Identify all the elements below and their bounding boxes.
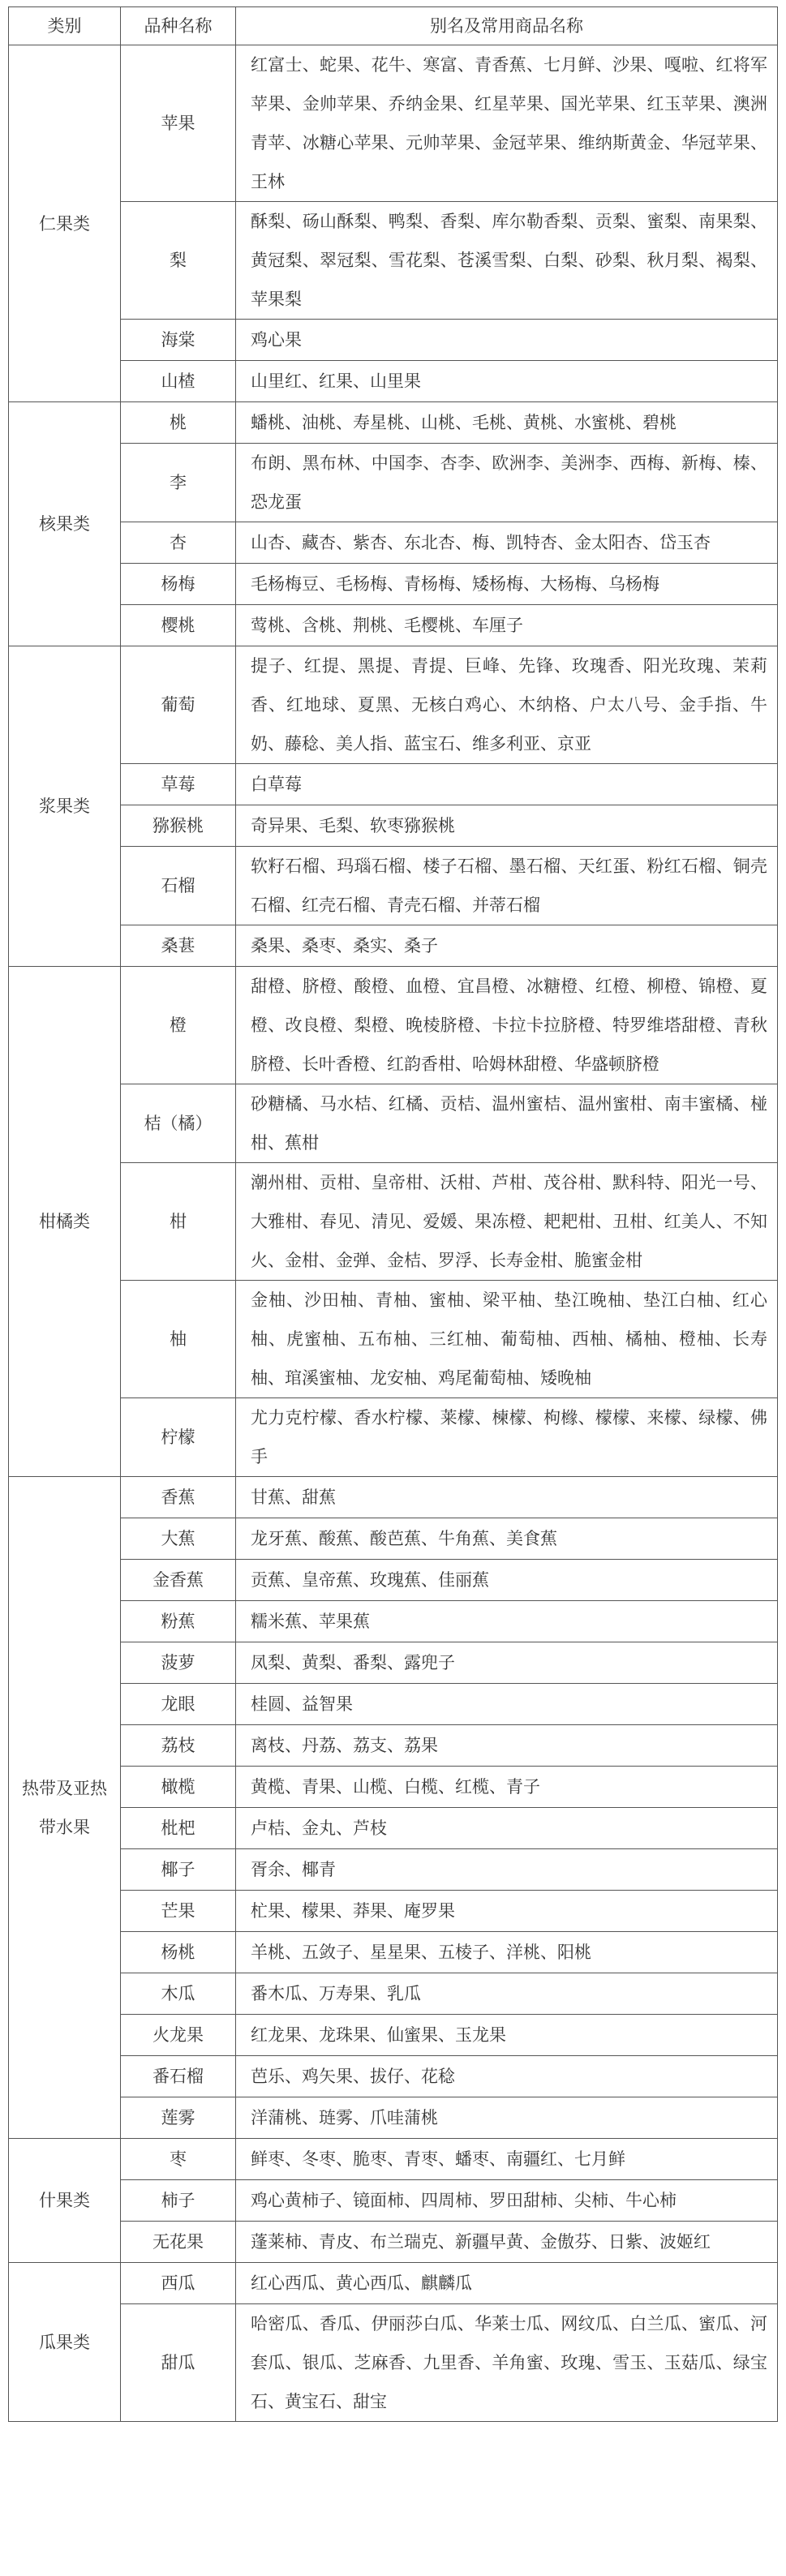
variety-cell: 菠萝 — [121, 1642, 236, 1684]
aliases-cell: 提子、红提、黑提、青提、巨峰、先锋、玫瑰香、阳光玫瑰、茉莉香、红地球、夏黑、无核白鸡心、木纳格、户太八号、金手指、牛奶、藤稔、美人指、蓝宝石、维多利亚、京亚 — [236, 646, 778, 764]
table-row — [9, 1281, 778, 1398]
variety-cell: 樱桃 — [121, 605, 236, 646]
table-row — [9, 925, 778, 967]
aliases-cell: 甜橙、脐橙、酸橙、血橙、宜昌橙、冰糖橙、红橙、柳橙、锦橙、夏橙、改良橙、梨橙、晚棱脐橙、卡拉卡拉脐橙、特罗维塔甜橙、青秋脐橙、长叶香橙、红韵香柑、哈姆林甜橙、华盛顿脐橙 — [236, 967, 778, 1084]
variety-cell: 火龙果 — [121, 2015, 236, 2056]
category-label: 瓜果类 — [39, 2332, 90, 2352]
table-row — [9, 605, 778, 646]
aliases-cell: 凤梨、黄梨、番梨、露兜子 — [236, 1642, 778, 1684]
aliases-cell: 洋蒲桃、琏雾、爪哇蒲桃 — [236, 2097, 778, 2139]
aliases-cell: 离枝、丹荔、荔支、荔果 — [236, 1725, 778, 1767]
category-label: 浆果类 — [39, 796, 90, 816]
aliases-cell: 软籽石榴、玛瑙石榴、楼子石榴、墨石榴、天红蛋、粉红石榴、铜壳石榴、红壳石榴、青壳石榴、并蒂石榴 — [236, 847, 778, 925]
table-row — [9, 1891, 778, 1932]
table-row — [9, 2097, 778, 2139]
aliases-cell: 酥梨、砀山酥梨、鸭梨、香梨、库尔勒香梨、贡梨、蜜梨、南果梨、黄冠梨、翠冠梨、雪花梨、苍溪雪梨、白梨、砂梨、秋月梨、褐梨、苹果梨 — [236, 202, 778, 320]
category-cell — [9, 402, 121, 646]
variety-cell: 海棠 — [121, 320, 236, 361]
aliases-cell: 尤力克柠檬、香水柠檬、莱檬、楝檬、枸橼、檬檬、来檬、绿檬、佛手 — [236, 1398, 778, 1477]
table-row — [9, 2222, 778, 2263]
aliases-cell: 山里红、红果、山里果 — [236, 361, 778, 402]
category-cell — [9, 45, 121, 402]
table-row — [9, 1601, 778, 1642]
aliases-cell: 芭乐、鸡矢果、拔仔、花稔 — [236, 2056, 778, 2097]
variety-cell: 粉蕉 — [121, 1601, 236, 1642]
variety-cell: 柑 — [121, 1163, 236, 1281]
aliases-cell: 蟠桃、油桃、寿星桃、山桃、毛桃、黄桃、水蜜桃、碧桃 — [236, 402, 778, 444]
variety-cell: 柿子 — [121, 2180, 236, 2222]
table-body — [9, 45, 778, 2422]
table-row — [9, 1518, 778, 1560]
table-row — [9, 1767, 778, 1808]
aliases-cell: 奇异果、毛梨、软枣猕猴桃 — [236, 805, 778, 847]
variety-cell: 桔（橘） — [121, 1084, 236, 1163]
table-row — [9, 646, 778, 764]
table-row — [9, 1163, 778, 1281]
aliases-cell: 莺桃、含桃、荆桃、毛樱桃、车厘子 — [236, 605, 778, 646]
aliases-cell: 黄榄、青果、山榄、白榄、红榄、青子 — [236, 1767, 778, 1808]
variety-cell: 杨桃 — [121, 1932, 236, 1973]
table-row — [9, 1973, 778, 2015]
aliases-cell: 红龙果、龙珠果、仙蜜果、玉龙果 — [236, 2015, 778, 2056]
aliases-cell: 哈密瓜、香瓜、伊丽莎白瓜、华莱士瓜、网纹瓜、白兰瓜、蜜瓜、河套瓜、银瓜、芝麻香、九里香、羊角蜜、玫瑰、雪玉、玉菇瓜、绿宝石、黄宝石、甜宝 — [236, 2304, 778, 2422]
variety-cell: 西瓜 — [121, 2263, 236, 2304]
category-cell — [9, 2263, 121, 2422]
variety-cell: 葡萄 — [121, 646, 236, 764]
aliases-cell: 胥余、椰青 — [236, 1849, 778, 1891]
table-row — [9, 522, 778, 564]
header-category: 类别 — [9, 7, 121, 45]
aliases-cell: 羊桃、五敛子、星星果、五棱子、洋桃、阳桃 — [236, 1932, 778, 1973]
category-label: 仁果类 — [39, 213, 90, 234]
table-row — [9, 2015, 778, 2056]
aliases-cell: 毛杨梅豆、毛杨梅、青杨梅、矮杨梅、大杨梅、乌杨梅 — [236, 564, 778, 605]
aliases-cell: 贡蕉、皇帝蕉、玫瑰蕉、佳丽蕉 — [236, 1560, 778, 1601]
table-row — [9, 967, 778, 1084]
variety-cell: 番石榴 — [121, 2056, 236, 2097]
category-cell — [9, 646, 121, 967]
table-row — [9, 1932, 778, 1973]
variety-cell: 香蕉 — [121, 1477, 236, 1518]
fruit-alias-table — [8, 6, 778, 2422]
variety-cell: 柚 — [121, 1281, 236, 1398]
aliases-cell: 卢桔、金丸、芦枝 — [236, 1808, 778, 1849]
variety-cell: 龙眼 — [121, 1684, 236, 1725]
table-row — [9, 2180, 778, 2222]
aliases-cell: 红富士、蛇果、花牛、寒富、青香蕉、七月鲜、沙果、嘎啦、红将军苹果、金帅苹果、乔纳金果、红星苹果、国光苹果、红玉苹果、澳洲青苹、冰糖心苹果、元帅苹果、金冠苹果、维纳斯黄金、华冠苹果、王林 — [236, 45, 778, 202]
table-row — [9, 2139, 778, 2180]
variety-cell: 桑葚 — [121, 925, 236, 967]
variety-cell: 草莓 — [121, 764, 236, 805]
table-row — [9, 361, 778, 402]
variety-cell: 甜瓜 — [121, 2304, 236, 2422]
variety-cell: 莲雾 — [121, 2097, 236, 2139]
variety-cell: 芒果 — [121, 1891, 236, 1932]
aliases-cell: 白草莓 — [236, 764, 778, 805]
table-row — [9, 1560, 778, 1601]
category-label: 热带及亚热带水果 — [22, 1778, 107, 1837]
table-row — [9, 2056, 778, 2097]
table-row — [9, 2263, 778, 2304]
table-row — [9, 1684, 778, 1725]
variety-cell: 橙 — [121, 967, 236, 1084]
aliases-cell: 红心西瓜、黄心西瓜、麒麟瓜 — [236, 2263, 778, 2304]
aliases-cell: 鸡心黄柿子、镜面柿、四周柿、罗田甜柿、尖柿、牛心柿 — [236, 2180, 778, 2222]
table-row — [9, 1725, 778, 1767]
table-row — [9, 1398, 778, 1477]
table-row — [9, 444, 778, 522]
table-row — [9, 202, 778, 320]
table-row — [9, 402, 778, 444]
aliases-cell: 桂圆、益智果 — [236, 1684, 778, 1725]
variety-cell: 荔枝 — [121, 1725, 236, 1767]
table-row — [9, 1642, 778, 1684]
category-cell — [9, 2139, 121, 2263]
table-row — [9, 1808, 778, 1849]
variety-cell: 金香蕉 — [121, 1560, 236, 1601]
table-row — [9, 847, 778, 925]
variety-cell: 枣 — [121, 2139, 236, 2180]
table-row — [9, 2304, 778, 2422]
variety-cell: 杨梅 — [121, 564, 236, 605]
category-cell — [9, 1477, 121, 2139]
variety-cell: 苹果 — [121, 45, 236, 202]
table-row — [9, 320, 778, 361]
variety-cell: 猕猴桃 — [121, 805, 236, 847]
variety-cell: 椰子 — [121, 1849, 236, 1891]
table-row — [9, 1477, 778, 1518]
table-row — [9, 764, 778, 805]
aliases-cell: 龙牙蕉、酸蕉、酸芭蕉、牛角蕉、美食蕉 — [236, 1518, 778, 1560]
variety-cell: 无花果 — [121, 2222, 236, 2263]
aliases-cell: 鲜枣、冬枣、脆枣、青枣、蟠枣、南疆红、七月鲜 — [236, 2139, 778, 2180]
variety-cell: 石榴 — [121, 847, 236, 925]
category-label: 柑橘类 — [39, 1212, 90, 1231]
aliases-cell: 山杏、藏杏、紫杏、东北杏、梅、凯特杏、金太阳杏、岱玉杏 — [236, 522, 778, 564]
header-variety: 品种名称 — [121, 7, 236, 45]
aliases-cell: 布朗、黑布林、中国李、杏李、欧洲李、美洲李、西梅、新梅、榛、恐龙蛋 — [236, 444, 778, 522]
table-row — [9, 1849, 778, 1891]
aliases-cell: 潮州柑、贡柑、皇帝柑、沃柑、芦柑、茂谷柑、默科特、阳光一号、大雅柑、春见、清见、爱媛、果冻橙、耙耙柑、丑柑、红美人、不知火、金柑、金弹、金桔、罗浮、长寿金柑、脆蜜金柑 — [236, 1163, 778, 1281]
variety-cell: 橄榄 — [121, 1767, 236, 1808]
category-label: 什果类 — [39, 2191, 90, 2210]
variety-cell: 桃 — [121, 402, 236, 444]
header-aliases: 别名及常用商品名称 — [236, 7, 778, 45]
variety-cell: 枇杷 — [121, 1808, 236, 1849]
aliases-cell: 桑果、桑枣、桑实、桑子 — [236, 925, 778, 967]
variety-cell: 木瓜 — [121, 1973, 236, 2015]
aliases-cell: 甘蕉、甜蕉 — [236, 1477, 778, 1518]
variety-cell: 山楂 — [121, 361, 236, 402]
aliases-cell: 番木瓜、万寿果、乳瓜 — [236, 1973, 778, 2015]
aliases-cell: 鸡心果 — [236, 320, 778, 361]
variety-cell: 梨 — [121, 202, 236, 320]
table-row — [9, 564, 778, 605]
category-cell — [9, 967, 121, 1477]
table-row — [9, 805, 778, 847]
variety-cell: 柠檬 — [121, 1398, 236, 1477]
aliases-cell: 金柚、沙田柚、青柚、蜜柚、梁平柚、垫江晚柚、垫江白柚、红心柚、虎蜜柚、五布柚、三红柚、葡萄柚、西柚、橘柚、橙柚、长寿柚、琯溪蜜柚、龙安柚、鸡尾葡萄柚、矮晚柚 — [236, 1281, 778, 1398]
header-row — [9, 7, 778, 45]
table-row — [9, 1084, 778, 1163]
variety-cell: 大蕉 — [121, 1518, 236, 1560]
aliases-cell: 砂糖橘、马水桔、红橘、贡桔、温州蜜桔、温州蜜柑、南丰蜜橘、椪柑、蕉柑 — [236, 1084, 778, 1163]
category-label: 核果类 — [39, 514, 90, 534]
aliases-cell: 蓬莱柿、青皮、布兰瑞克、新疆早黄、金傲芬、日紫、波姬红 — [236, 2222, 778, 2263]
variety-cell: 杏 — [121, 522, 236, 564]
table-row — [9, 45, 778, 202]
aliases-cell: 杧果、檬果、莽果、庵罗果 — [236, 1891, 778, 1932]
variety-cell: 李 — [121, 444, 236, 522]
aliases-cell: 糯米蕉、苹果蕉 — [236, 1601, 778, 1642]
